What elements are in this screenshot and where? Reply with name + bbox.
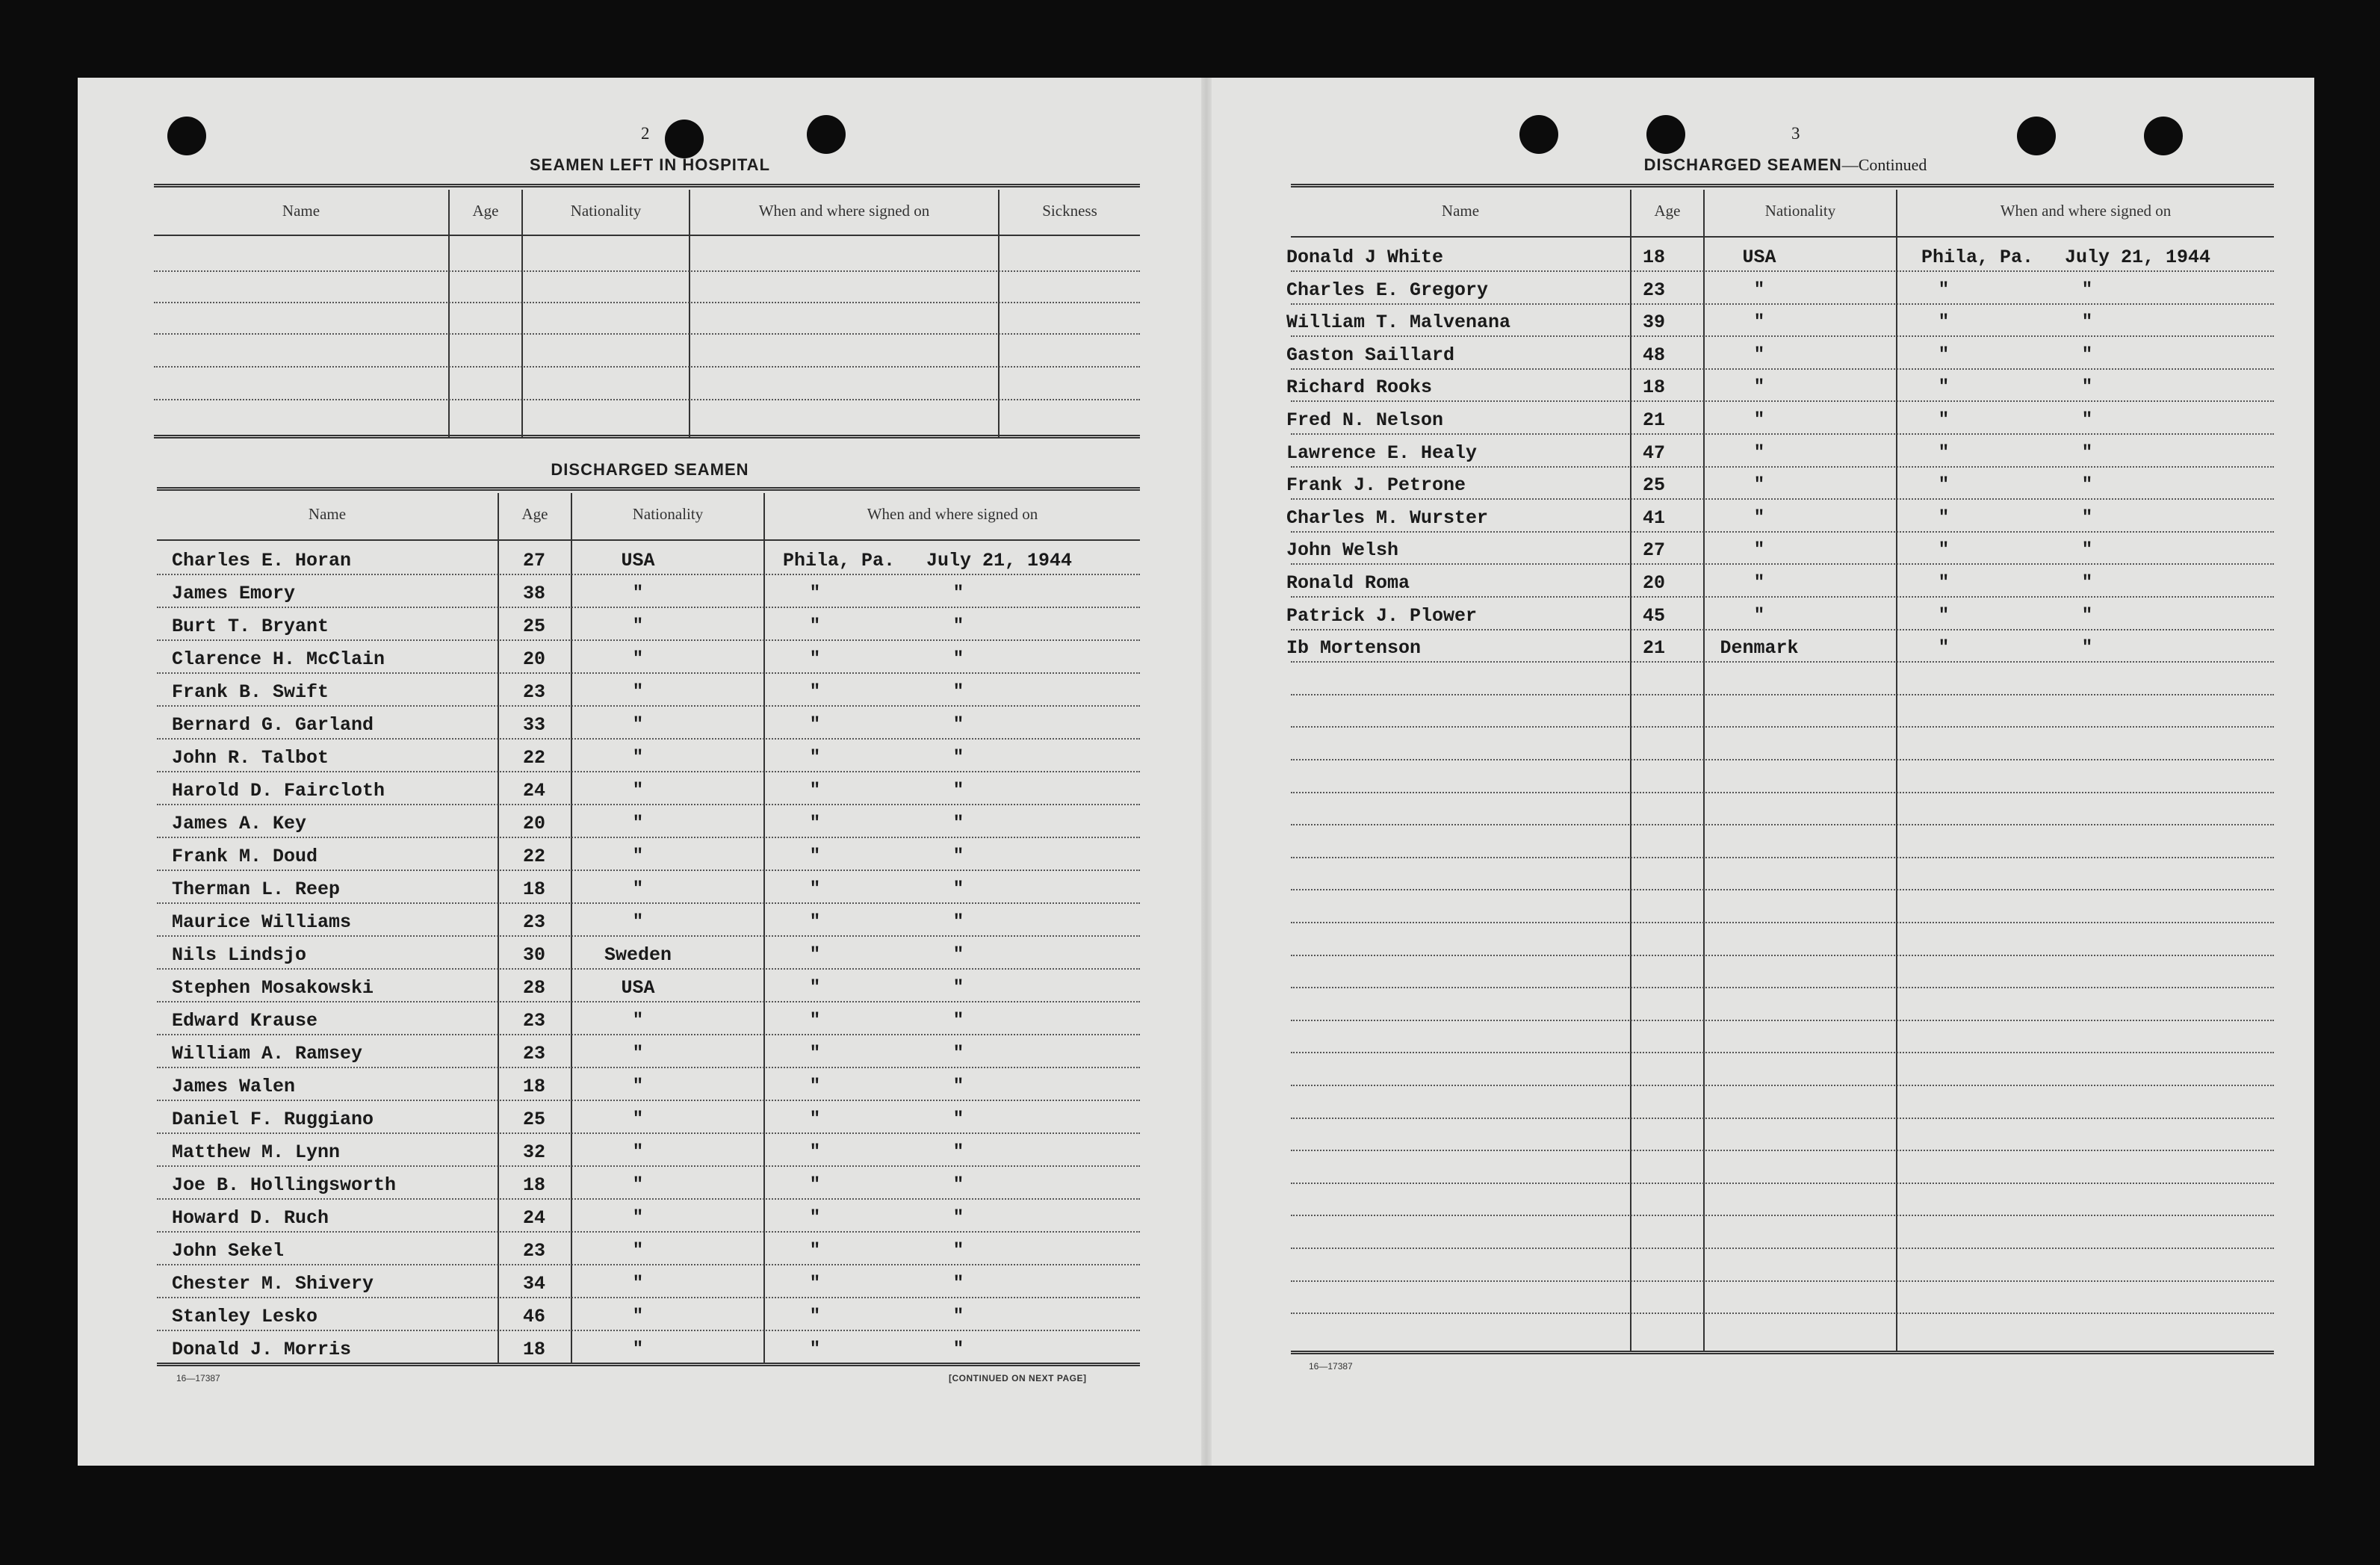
row-place: " [809,846,821,867]
header-rule [1291,236,2274,238]
row-name: James Walen [172,1076,296,1097]
row-place: " [809,1011,821,1031]
row-nat: " [1753,312,1765,333]
row-name: Joe B. Hollingsworth [172,1174,397,1196]
row-nat: " [1753,540,1765,561]
row-nat: " [632,616,644,636]
col-header-age: Age [472,202,499,220]
row-name: James A. Key [172,813,307,834]
row-date: " [952,846,964,867]
row-place: " [1938,573,1950,593]
row-nat: " [1753,507,1765,528]
row-nat: " [632,1011,644,1031]
blank-row-line [154,270,1140,272]
punch-hole [2144,117,2183,155]
row-line [1291,563,2274,565]
row-place: " [1938,638,1950,659]
row-line [157,1330,1140,1331]
row-date: " [952,978,964,998]
row-place: " [809,912,821,932]
row-nat: Sweden [604,944,672,966]
discharged-continued-title [1569,155,2002,175]
row-age: 18 [522,1174,545,1196]
row-name: Donald J. Morris [172,1339,352,1360]
row-line [1291,270,2274,272]
row-line [1291,1085,2274,1086]
row-place: " [1938,312,1950,333]
discharged-title: DISCHARGED SEAMEN [551,460,749,479]
form-number: 16—17387 [1309,1361,1353,1372]
column-divider [1896,190,1897,1352]
col-header-name: Name [308,505,347,523]
row-line [1291,824,2274,825]
row-name: Richard Rooks [1286,376,1433,399]
column-divider [689,190,690,438]
row-date: " [2081,638,2093,659]
row-place: " [809,1142,821,1162]
row-age: 25 [522,1109,545,1130]
row-name: Harold D. Faircloth [172,780,385,802]
row-nat: " [632,814,644,834]
row-nat: " [632,649,644,669]
row-place: " [809,616,821,636]
row-age: 23 [522,1043,545,1064]
row-nat: " [632,583,644,604]
row-line [1291,694,2274,695]
row-place: " [1938,410,1950,430]
row-age: 20 [1642,572,1665,594]
row-name: Fred N. Nelson [1286,409,1444,431]
row-line [1291,466,2274,468]
row-place: " [1938,442,1950,463]
row-line [1291,1020,2274,1021]
row-age: 23 [522,911,545,933]
col-header-age: Age [521,505,548,523]
col-header-name: Name [282,202,320,220]
row-nat: " [632,1175,644,1195]
row-name: Nils Lindsjo [172,944,307,966]
row-age: 34 [522,1273,545,1295]
row-line [1291,1215,2274,1216]
row-place: " [809,814,821,834]
row-line [1291,1280,2274,1282]
row-name: Lawrence E. Healy [1286,441,1478,464]
row-place: " [1938,475,1950,496]
row-place: " [1938,605,1950,626]
row-age: 23 [522,681,545,703]
row-line [157,639,1140,641]
row-nat: " [632,1142,644,1162]
row-nat: " [1753,475,1765,496]
row-line [157,1264,1140,1265]
title-suffix: —Continued [1841,155,1927,174]
row-line [1291,1118,2274,1119]
row-line [1291,955,2274,956]
table-top-rule [154,184,1140,188]
row-line [157,1132,1140,1134]
row-age: 27 [522,550,545,571]
row-name: John Welsh [1286,539,1399,562]
continued-note: [CONTINUED ON NEXT PAGE] [949,1373,1087,1383]
row-date: " [2081,410,2093,430]
punch-hole [1646,115,1685,154]
row-line [1291,726,2274,728]
row-age: 21 [1642,409,1665,431]
row-line [157,1231,1140,1233]
row-name: Ronald Roma [1286,572,1410,594]
row-nat: " [1753,605,1765,626]
row-name: Charles E. Horan [172,550,352,571]
row-date: " [2081,279,2093,300]
col-header-signed-on: When and where signed on [2000,202,2172,220]
row-line [1291,400,2274,402]
page-fold [1201,78,1212,1466]
row-line [157,607,1140,608]
row-age: 32 [522,1141,545,1163]
row-date: " [2081,344,2093,365]
row-age: 47 [1642,441,1665,464]
row-name: Donald J White [1286,247,1444,268]
row-nat: " [1753,410,1765,430]
blank-row-line [154,302,1140,303]
row-date: " [952,1339,964,1360]
row-nat: " [632,879,644,899]
row-place: " [809,1208,821,1228]
row-line [1291,922,2274,923]
row-line [157,968,1140,970]
column-divider [448,190,450,438]
row-date: " [952,814,964,834]
row-name: Stanley Lesko [172,1306,318,1327]
row-age: 21 [1642,637,1665,660]
row-place: " [809,1307,821,1327]
header-rule [157,539,1140,541]
row-place: " [1938,377,1950,398]
row-date: " [952,1011,964,1031]
row-nat: " [1753,279,1765,300]
row-nat: " [1753,442,1765,463]
row-date: " [2081,475,2093,496]
row-age: 41 [1642,506,1665,529]
row-line [1291,498,2274,500]
page-number: 2 [641,124,650,143]
punch-hole [807,115,846,154]
row-line [1291,433,2274,435]
row-date: " [952,781,964,801]
row-date: " [952,583,964,604]
row-age: 23 [1642,279,1665,301]
row-nat: " [632,715,644,735]
row-place: " [809,682,821,702]
punch-hole [167,117,206,155]
row-age: 25 [522,616,545,637]
row-name: William T. Malvenana [1286,312,1511,334]
row-date: " [952,1307,964,1327]
row-age: 22 [522,747,545,769]
row-name: Frank M. Doud [172,846,318,867]
row-age: 20 [522,648,545,670]
row-name: Bernard G. Garland [172,714,374,736]
row-age: 28 [522,977,545,999]
row-age: 45 [1642,604,1665,627]
row-date: " [2081,377,2093,398]
row-age: 18 [522,1076,545,1097]
column-divider [998,190,1000,438]
row-name: Stephen Mosakowski [172,977,374,999]
row-name: Charles E. Gregory [1286,279,1489,301]
col-header-signed-on: When and where signed on [867,505,1038,523]
row-line [1291,889,2274,890]
row-line [157,1297,1140,1298]
col-header-signed-on: When and where signed on [758,202,930,220]
row-age: 27 [1642,539,1665,562]
col-header-nationality: Nationality [1764,202,1836,220]
table-bottom-rule [1291,1351,2274,1354]
row-line [1291,531,2274,533]
table-bottom-rule [154,435,1140,438]
row-line [1291,792,2274,793]
row-age: 20 [522,813,545,834]
row-date: " [952,682,964,702]
row-date: " [952,945,964,965]
row-date: " [952,879,964,899]
row-place: " [809,1339,821,1360]
row-nat: " [632,1307,644,1327]
row-name: Maurice Williams [172,911,352,933]
row-line [1291,596,2274,598]
row-age: 23 [522,1240,545,1262]
col-header-name: Name [1441,202,1480,220]
row-age: 22 [522,846,545,867]
row-place: " [809,748,821,768]
row-line [157,1034,1140,1035]
table-top-rule [157,487,1140,491]
row-line [157,672,1140,674]
row-date: " [952,715,964,735]
row-place: " [809,583,821,604]
row-place: Phila, Pa. [1921,247,2034,268]
row-date: July 21, 1944 [2065,247,2211,268]
row-line [157,771,1140,772]
row-date: " [2081,573,2093,593]
row-line [157,1100,1140,1101]
row-line [1291,368,2274,370]
row-name: Chester M. Shivery [172,1273,374,1295]
row-name: William A. Ramsey [172,1043,363,1064]
row-nat: " [632,748,644,768]
row-line [157,1165,1140,1167]
row-nat: USA [1742,247,1776,268]
row-line [157,1198,1140,1200]
row-age: 30 [522,944,545,966]
row-line [157,1001,1140,1002]
row-name: Charles M. Wurster [1286,506,1489,529]
row-place: " [809,781,821,801]
row-date: " [2081,442,2093,463]
row-name: John Sekel [172,1240,285,1262]
row-line [1291,1183,2274,1184]
row-name: Frank J. Petrone [1286,474,1466,497]
row-age: 48 [1642,344,1665,366]
row-date: " [952,1142,964,1162]
row-name: Gaston Saillard [1286,344,1455,366]
row-name: Therman L. Reep [172,878,341,900]
col-header-age: Age [1654,202,1681,220]
row-date: " [2081,540,2093,561]
row-place: " [1938,279,1950,300]
row-date: " [952,1044,964,1064]
title-text: DISCHARGED SEAMEN [1643,155,1842,174]
row-line [157,705,1140,707]
row-age: 18 [1642,247,1665,268]
row-line [1291,1248,2274,1249]
row-name: Patrick J. Plower [1286,604,1478,627]
row-date: " [952,649,964,669]
row-name: Clarence H. McClain [172,648,385,670]
row-nat: USA [621,550,655,571]
blank-row-line [154,366,1140,368]
row-nat: USA [621,977,655,999]
row-line [1291,1052,2274,1053]
row-place: " [809,978,821,998]
row-date: " [2081,507,2093,528]
row-date: " [952,1109,964,1129]
blank-row-line [154,333,1140,335]
row-place: " [809,945,821,965]
row-line [157,804,1140,805]
row-age: 24 [522,780,545,802]
punch-hole [2017,117,2056,155]
row-age: 39 [1642,312,1665,334]
row-place: Phila, Pa. [783,550,896,571]
row-place: " [1938,344,1950,365]
row-name: Ib Mortenson [1286,637,1422,660]
row-date: " [952,1241,964,1261]
row-place: " [809,1076,821,1097]
row-age: 46 [522,1306,545,1327]
table-bottom-rule [157,1363,1140,1366]
row-nat: " [632,1208,644,1228]
row-name: Edward Krause [172,1010,318,1032]
row-line [1291,335,2274,337]
row-line [157,870,1140,871]
row-nat: " [632,1076,644,1097]
hospital-title: SEAMEN LEFT IN HOSPITAL [529,155,771,174]
row-age: 25 [1642,474,1665,497]
blank-row-line [154,399,1140,400]
row-place: " [809,1274,821,1294]
row-age: 33 [522,714,545,736]
column-divider [521,190,523,438]
page-number: 3 [1791,124,1800,143]
row-nat: " [1753,573,1765,593]
row-place: " [809,1241,821,1261]
col-header-sickness: Sickness [1042,202,1097,220]
row-age: 24 [522,1207,545,1229]
row-line [1291,857,2274,858]
row-name: Howard D. Ruch [172,1207,329,1229]
row-nat: " [632,1241,644,1261]
row-age: 38 [522,583,545,604]
row-line [1291,759,2274,760]
row-nat: " [632,1339,644,1360]
punch-hole [1519,115,1558,154]
row-place: " [809,1175,821,1195]
col-header-nationality: Nationality [632,505,704,523]
row-date: " [952,1076,964,1097]
row-place: " [809,1109,821,1129]
row-date: " [952,1175,964,1195]
row-line [1291,1313,2274,1314]
row-line [1291,629,2274,630]
row-date: " [952,1208,964,1228]
column-divider [763,493,765,1364]
row-line [157,837,1140,838]
row-nat: Denmark [1720,637,1799,660]
row-age: 18 [522,878,545,900]
row-age: 18 [1642,376,1665,399]
row-date: July 21, 1944 [926,550,1073,571]
row-line [157,1067,1140,1068]
row-place: " [809,879,821,899]
row-line [157,574,1140,575]
row-line [157,902,1140,904]
row-line [1291,661,2274,663]
row-date: " [952,1274,964,1294]
row-line [157,738,1140,740]
row-name: John R. Talbot [172,747,329,769]
row-place: " [1938,540,1950,561]
row-nat: " [632,781,644,801]
row-place: " [1938,507,1950,528]
row-nat: " [632,1044,644,1064]
row-name: Burt T. Bryant [172,616,329,637]
row-date: " [2081,312,2093,333]
row-place: " [809,715,821,735]
row-nat: " [1753,344,1765,365]
row-line [1291,1150,2274,1151]
row-name: Frank B. Swift [172,681,329,703]
row-place: " [809,649,821,669]
header-rule [154,235,1140,236]
row-nat: " [632,846,644,867]
row-line [1291,987,2274,988]
row-date: " [952,748,964,768]
row-line [1291,303,2274,305]
row-name: Daniel F. Ruggiano [172,1109,374,1130]
row-date: " [952,616,964,636]
row-date: " [2081,605,2093,626]
row-date: " [952,912,964,932]
table-top-rule [1291,184,2274,188]
punch-hole [665,120,704,158]
row-name: Matthew M. Lynn [172,1141,341,1163]
col-header-nationality: Nationality [570,202,642,220]
row-age: 23 [522,1010,545,1032]
row-place: " [809,1044,821,1064]
row-age: 18 [522,1339,545,1360]
row-nat: " [632,682,644,702]
form-number: 16—17387 [176,1373,220,1383]
row-nat: " [632,1274,644,1294]
row-line [157,935,1140,937]
row-nat: " [632,1109,644,1129]
row-nat: " [632,912,644,932]
row-name: James Emory [172,583,296,604]
row-nat: " [1753,377,1765,398]
